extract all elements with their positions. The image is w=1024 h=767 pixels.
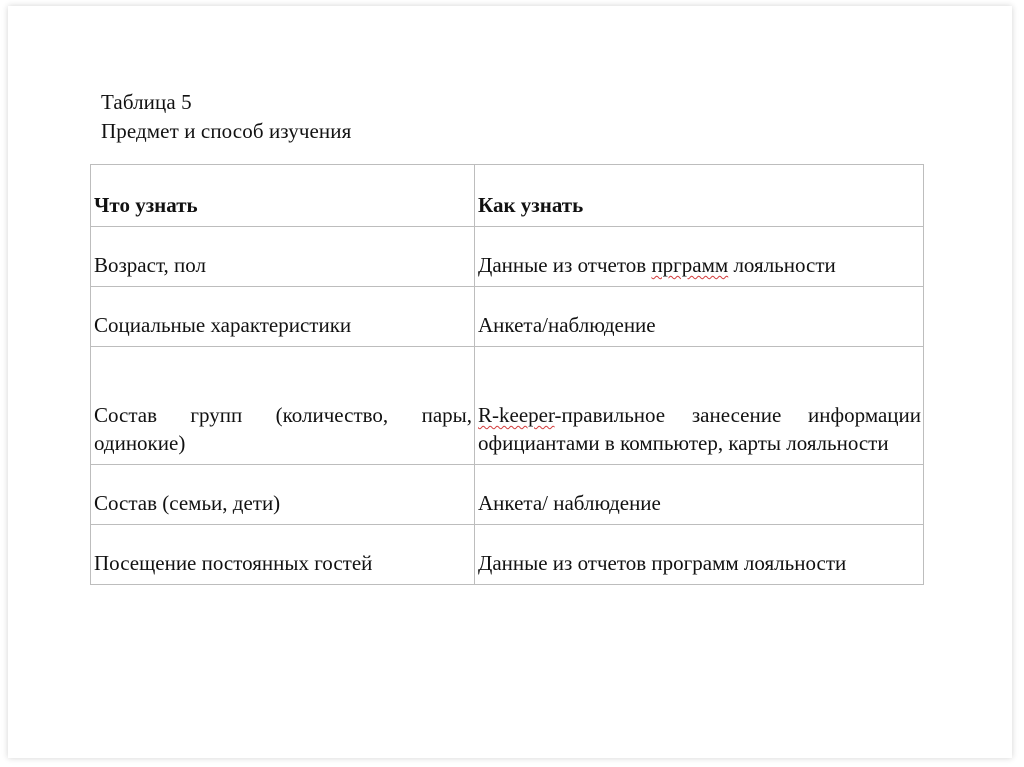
- study-methods-table: [90, 164, 924, 585]
- misspelled-word: R-keeper: [478, 403, 555, 427]
- cell-how-text: -правильное занесение информации официантами в компьютер, карты лояльности: [478, 403, 921, 455]
- cell-what: Возраст, пол: [91, 227, 475, 287]
- cell-how-text: лояльности: [728, 253, 836, 277]
- cell-how-text: Анкета/наблюдение: [478, 313, 656, 337]
- table-row: [91, 347, 924, 465]
- table-row: [91, 227, 924, 287]
- table-header-row: [91, 165, 924, 227]
- table-row: [91, 525, 924, 585]
- cell-how: [475, 525, 924, 585]
- header-how: Как узнать: [475, 165, 924, 227]
- cell-how: [475, 287, 924, 347]
- table-number: Таблица 5: [101, 90, 192, 114]
- cell-how: [475, 227, 924, 287]
- cell-how-text: Данные из отчетов программ лояльности: [478, 551, 847, 575]
- misspelled-word: прграмм: [651, 253, 729, 277]
- table-row: [91, 465, 924, 525]
- header-what: Что узнать: [91, 165, 475, 227]
- cell-what: Состав групп (количество, пары, одинокие): [91, 347, 475, 465]
- cell-how: [475, 465, 924, 525]
- table-title-block: [101, 88, 351, 146]
- table-row: [91, 287, 924, 347]
- cell-what: Социальные характеристики: [91, 287, 475, 347]
- cell-how-text: Анкета/ наблюдение: [478, 491, 661, 515]
- cell-how: [475, 347, 924, 465]
- cell-how-text: Данные из отчетов: [478, 253, 652, 277]
- cell-what: Состав (семьи, дети): [91, 465, 475, 525]
- cell-what: Посещение постоянных гостей: [91, 525, 475, 585]
- table-caption: Предмет и способ изучения: [101, 119, 352, 143]
